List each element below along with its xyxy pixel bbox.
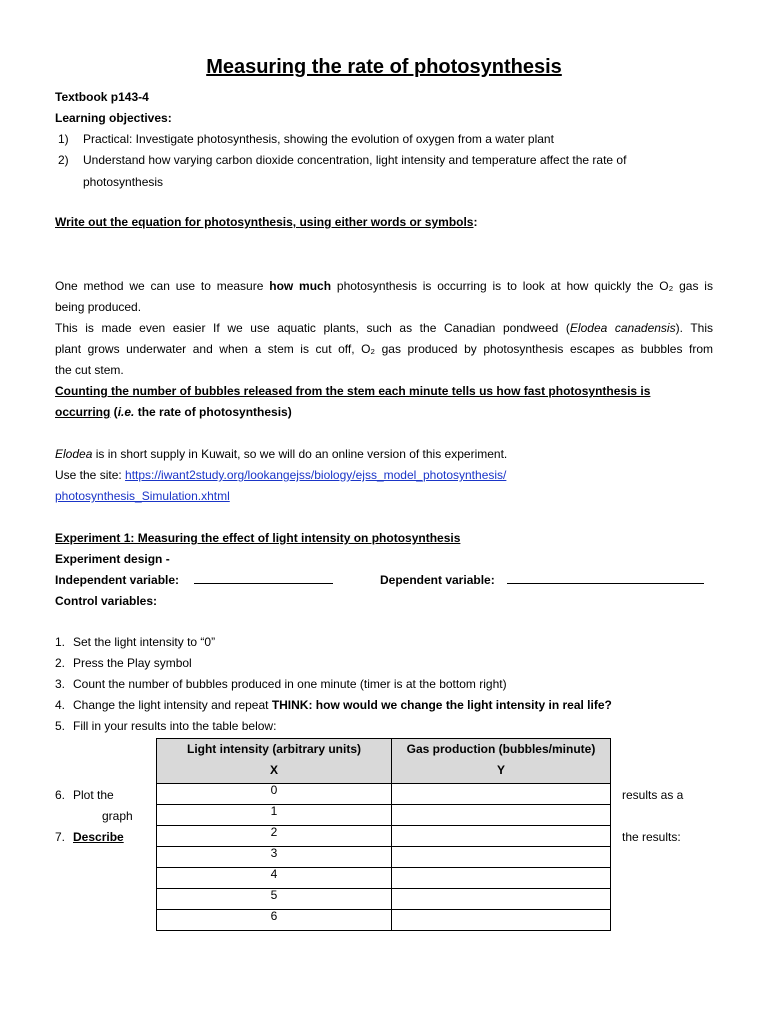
header-label: Gas production (bubbles/minute) <box>406 742 596 756</box>
paragraph-aquatic-line2: plant grows underwater and when a stem is cut off, O₂ gas produced by photosynthesis escapes as bubbles from <box>55 342 713 356</box>
site-label: Use the site: <box>55 468 126 482</box>
simulation-link-continued[interactable]: photosynthesis_Simulation.xhtml <box>55 489 230 503</box>
objective-text: Understand how varying carbon dioxide concentration, light intensity and temperature affect the rate of <box>83 153 627 167</box>
paragraph-method-line2: being produced. <box>55 300 142 314</box>
light-intensity-cell: 3 <box>157 847 392 868</box>
paragraph-aquatic <box>55 321 713 336</box>
equation-prompt <box>55 215 477 230</box>
gas-production-cell[interactable] <box>392 910 611 931</box>
paragraph-text: is in short supply in Kuwait, so we will do an online version of this experiment. <box>92 447 508 461</box>
key-statement-underlined: occurring <box>55 405 111 419</box>
paragraph-method <box>55 279 713 294</box>
paragraph-text: One method we can use to measure <box>55 279 270 293</box>
textbook-reference: Textbook p143-4 <box>55 90 149 104</box>
gas-production-cell[interactable] <box>392 805 611 826</box>
step-text: results as a <box>622 788 684 802</box>
dependent-variable-blank[interactable] <box>507 573 704 584</box>
step-number: 4. <box>55 698 66 712</box>
objectives-heading: Learning objectives: <box>55 111 172 125</box>
step-text: Set the light intensity to “0” <box>73 635 216 649</box>
step-text: the results: <box>622 830 681 844</box>
key-statement-text: the rate of photosynthesis) <box>134 405 292 419</box>
dependent-variable-label: Dependent variable: <box>380 573 495 587</box>
describe-keyword: Describe <box>73 830 124 844</box>
table-header-row <box>157 739 611 784</box>
step-text <box>73 698 612 713</box>
light-intensity-cell: 6 <box>157 910 392 931</box>
header-symbol: Y <box>496 763 505 777</box>
light-intensity-header <box>157 739 392 784</box>
key-statement-italic: i.e. <box>117 405 135 419</box>
key-statement-line2 <box>55 405 292 420</box>
independent-variable-label: Independent variable: <box>55 573 180 587</box>
site-line <box>55 468 506 483</box>
table-row <box>157 826 611 847</box>
step-number: 3. <box>55 677 66 691</box>
table-row <box>157 910 611 931</box>
gas-production-cell[interactable] <box>392 784 611 805</box>
objective-text-continued: photosynthesis <box>83 175 164 189</box>
table-row <box>157 847 611 868</box>
step-text-plain: Change the light intensity and repeat <box>73 698 272 712</box>
independent-variable-blank[interactable] <box>194 573 333 584</box>
table-row <box>157 868 611 889</box>
light-intensity-cell: 2 <box>157 826 392 847</box>
paragraph-text: This is made even easier If we use aquatic plants, such as the Canadian pondweed ( <box>55 321 570 335</box>
light-intensity-cell: 0 <box>157 784 392 805</box>
gas-production-cell[interactable] <box>392 826 611 847</box>
light-intensity-cell: 1 <box>157 805 392 826</box>
think-prompt: THINK: how would we change the light intensity in real life? <box>271 698 612 712</box>
step-text: Count the number of bubbles produced in one minute (timer is at the bottom right) <box>73 677 507 691</box>
genus-name: Elodea <box>55 447 93 461</box>
table-row <box>157 805 611 826</box>
key-statement-line1: Counting the number of bubbles released from the stem each minute tells us how fast photosynthesis is <box>55 384 651 398</box>
experiment-design: Experiment design - <box>55 552 170 566</box>
gas-production-cell[interactable] <box>392 889 611 910</box>
experiment-heading: Experiment 1: Measuring the effect of light intensity on photosynthesis <box>55 531 461 545</box>
simulation-link[interactable]: https://iwant2study.org/lookangejss/biology/ejss_model_photosynthesis/ <box>125 468 507 482</box>
objective-number: 2) <box>58 153 69 167</box>
table-row <box>157 784 611 805</box>
gas-production-cell[interactable] <box>392 868 611 889</box>
paragraph-text: ). This <box>675 321 713 335</box>
control-variables-label: Control variables: <box>55 594 158 608</box>
step-text: Press the Play symbol <box>73 656 192 670</box>
results-table <box>156 738 611 931</box>
step-text: Fill in your results into the table below: <box>73 719 277 733</box>
header-label: Light intensity (arbitrary units) <box>186 742 361 756</box>
gas-production-cell[interactable] <box>392 847 611 868</box>
paragraph-kuwait <box>55 447 507 462</box>
light-intensity-cell: 5 <box>157 889 392 910</box>
step-text: graph <box>102 809 133 823</box>
key-statement-text: ( <box>110 405 118 419</box>
page-title: Measuring the rate of photosynthesis <box>206 56 562 78</box>
step-number: 1. <box>55 635 66 649</box>
paragraph-text: photosynthesis is occurring is to look at how quickly the O₂ gas is <box>331 279 713 293</box>
paragraph-aquatic-line3: the cut stem. <box>55 363 124 377</box>
paragraph-bold: how much <box>269 279 332 293</box>
light-intensity-cell: 4 <box>157 868 392 889</box>
equation-prompt-text: Write out the equation for photosynthesis, using either words or symbols <box>55 215 474 229</box>
step-number: 5. <box>55 719 66 733</box>
gas-production-header <box>392 739 611 784</box>
header-symbol: X <box>269 763 278 777</box>
objective-number: 1) <box>58 132 69 146</box>
step-text: Plot the <box>73 788 114 802</box>
step-number: 6. <box>55 788 66 802</box>
equation-prompt-colon: : <box>473 215 478 229</box>
step-number: 7. <box>55 830 66 844</box>
table-row <box>157 889 611 910</box>
step-number: 2. <box>55 656 66 670</box>
species-name: Elodea canadensis <box>569 321 676 335</box>
objective-text: Practical: Investigate photosynthesis, showing the evolution of oxygen from a water plant <box>83 132 554 146</box>
